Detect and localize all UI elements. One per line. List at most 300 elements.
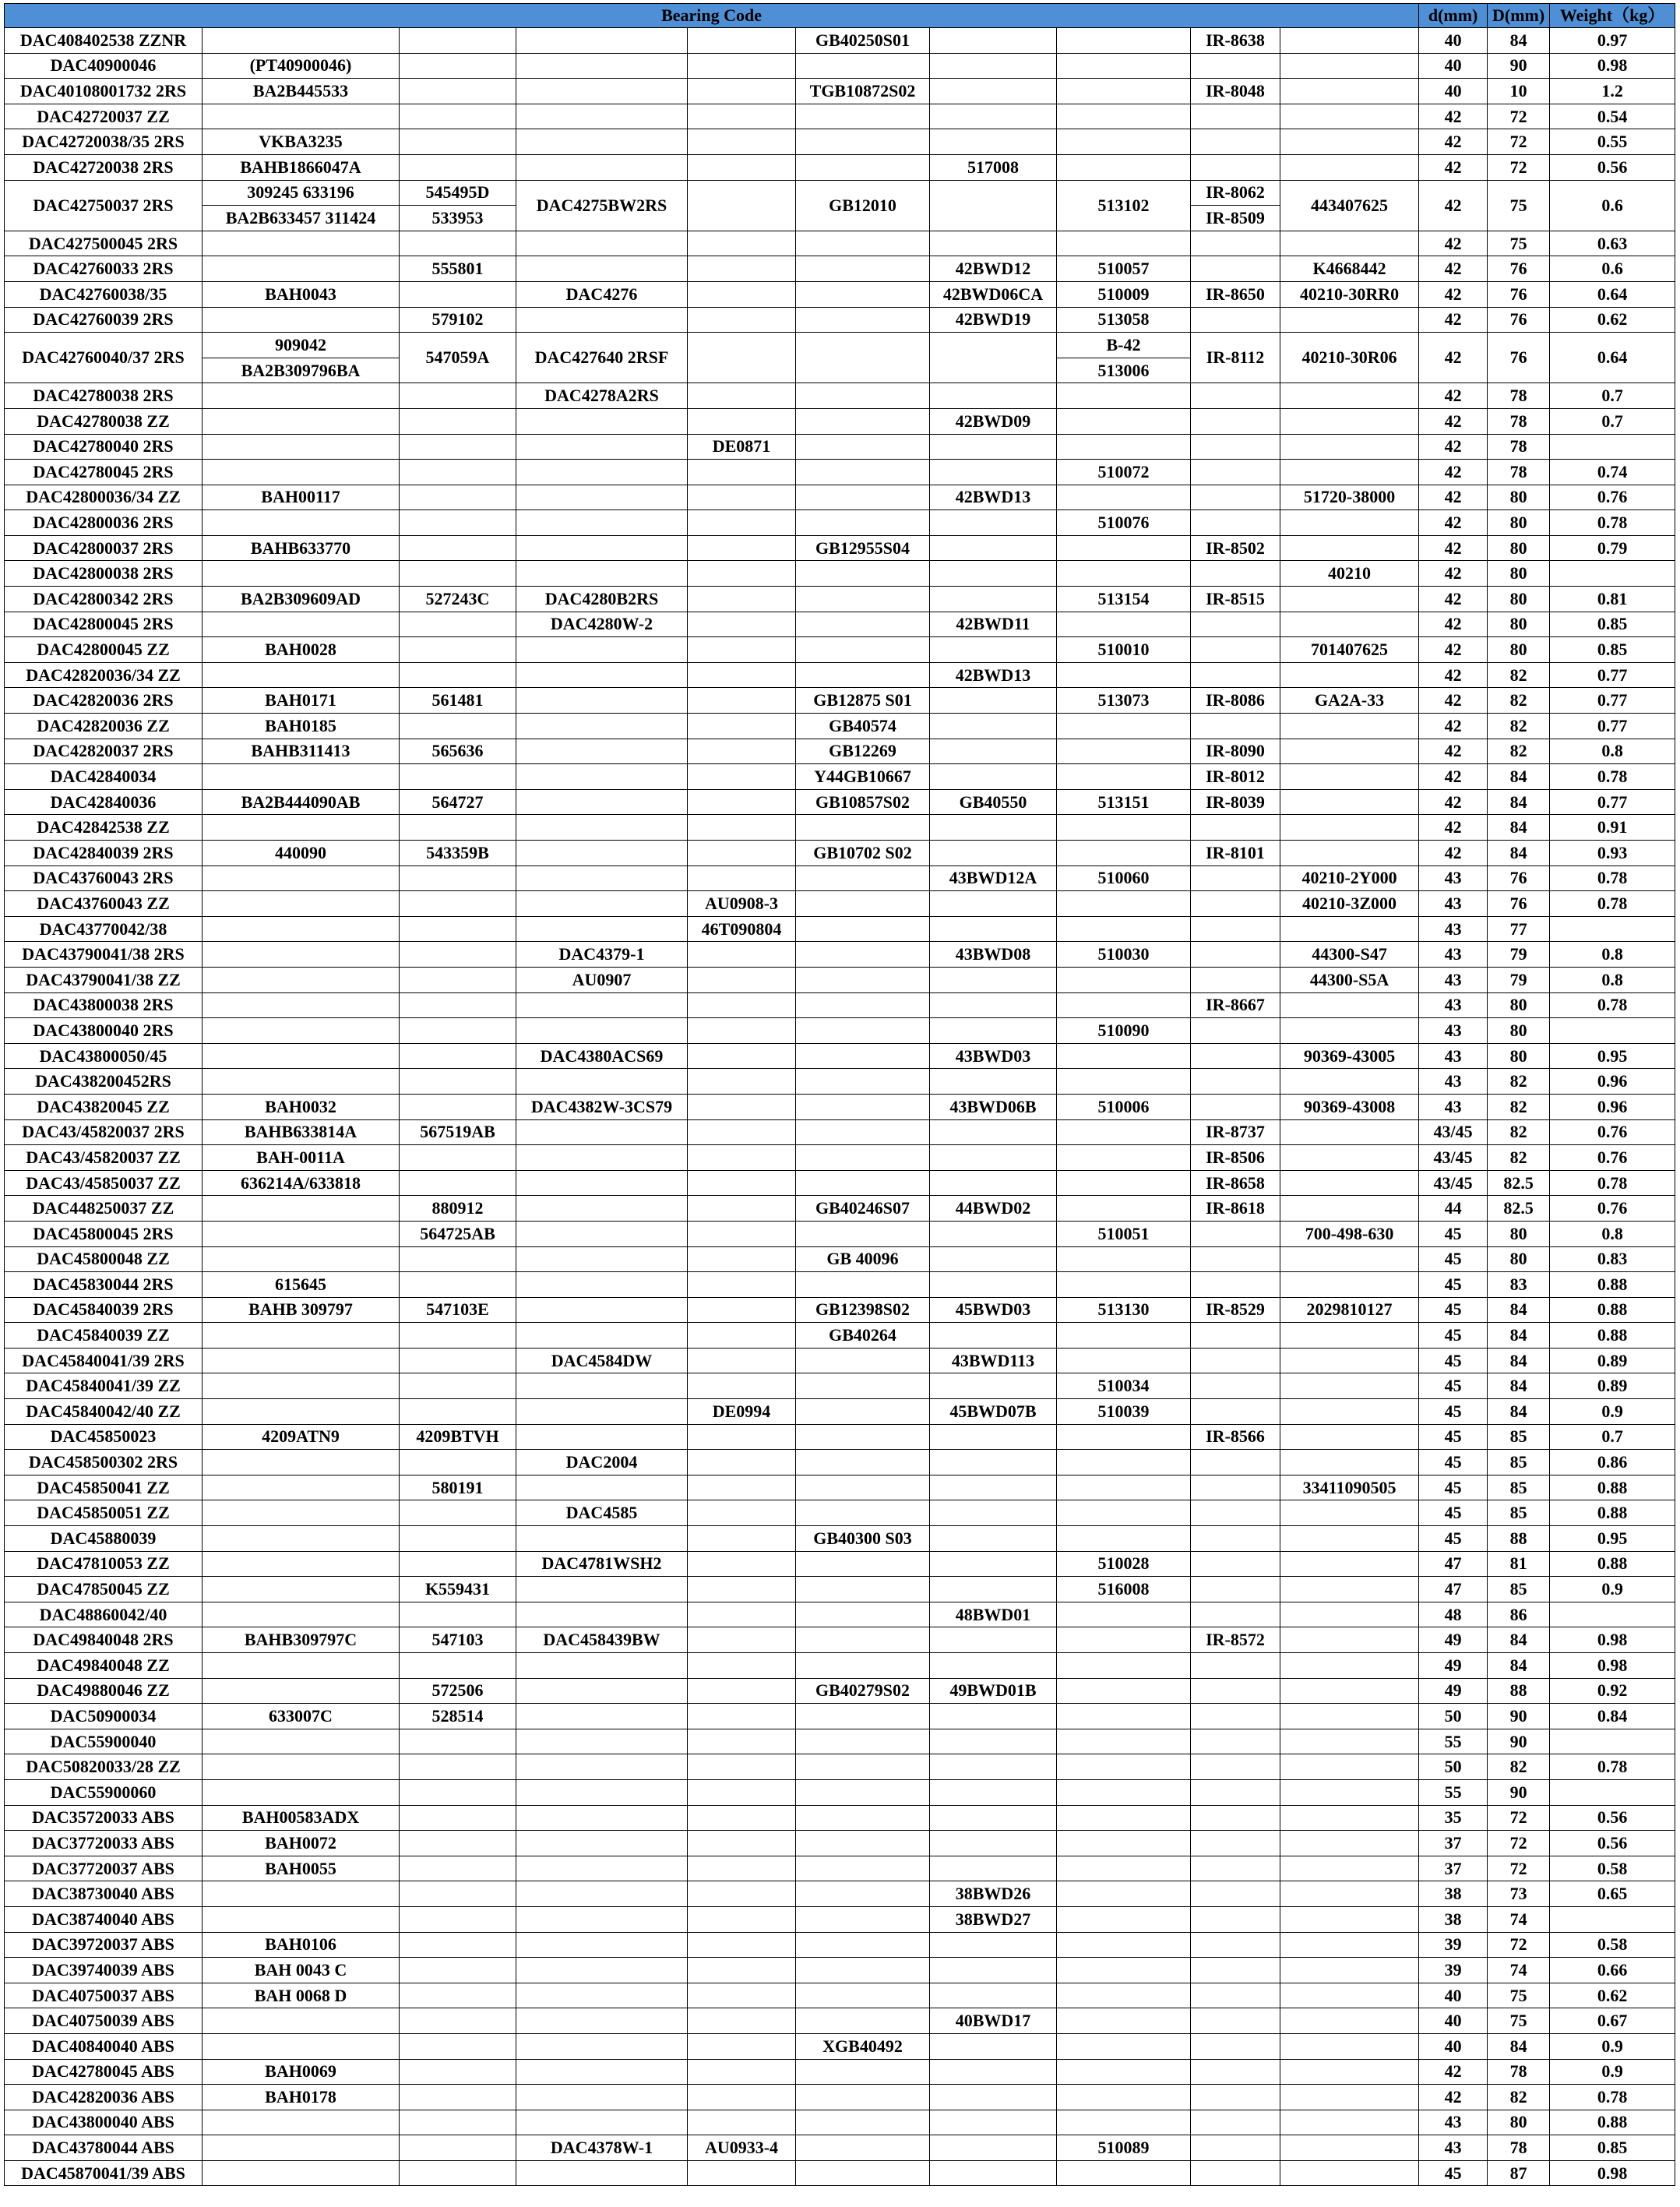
table-cell (400, 535, 516, 561)
table-cell: 80 (1488, 587, 1550, 612)
table-cell: 0.56 (1550, 154, 1675, 180)
table-cell: 48 (1419, 1602, 1488, 1627)
table-cell: 0.76 (1550, 1145, 1675, 1171)
table-cell (930, 535, 1057, 561)
table-cell (688, 2160, 796, 2186)
table-cell: DAC4378W-1 (516, 2135, 688, 2161)
table-cell (1057, 561, 1191, 587)
table-cell: 40 (1419, 79, 1488, 104)
table-cell (1057, 2110, 1191, 2135)
table-cell (516, 2059, 688, 2085)
table-cell (1057, 1196, 1191, 1222)
table-cell (203, 2135, 400, 2161)
table-cell: 79 (1488, 942, 1550, 968)
table-cell (1550, 1729, 1675, 1754)
table-cell (930, 1729, 1057, 1754)
table-cell: BA2B309609AD (203, 587, 400, 612)
table-row (5, 1704, 1675, 1729)
table-cell (516, 1119, 688, 1145)
table-cell (203, 1551, 400, 1577)
table-cell (1280, 231, 1419, 256)
table-cell: 42 (1419, 612, 1488, 637)
table-cell (203, 1018, 400, 1044)
table-cell (688, 1881, 796, 1907)
table-cell (516, 2110, 688, 2135)
table-cell: 80 (1488, 992, 1550, 1018)
table-cell: 78 (1488, 2059, 1550, 2085)
table-cell: 90 (1488, 1704, 1550, 1729)
table-cell: DAC42800037 2RS (5, 535, 203, 561)
table-cell (1191, 1272, 1280, 1298)
table-cell (1280, 2059, 1419, 2085)
table-cell (203, 992, 400, 1018)
table-cell (400, 104, 516, 129)
table-cell: 40210 (1280, 561, 1419, 587)
table-row (5, 281, 1675, 307)
table-cell (1191, 916, 1280, 942)
table-cell (796, 485, 930, 510)
table-cell (1057, 485, 1191, 510)
table-cell (1550, 561, 1675, 587)
table-row (5, 1831, 1675, 1856)
table-cell: 84 (1488, 1348, 1550, 1373)
table-cell: 90 (1488, 1779, 1550, 1805)
table-cell (796, 53, 930, 79)
table-cell (1280, 53, 1419, 79)
table-cell (1280, 104, 1419, 129)
table-cell: 42BWD09 (930, 408, 1057, 434)
table-cell: 0.62 (1550, 1983, 1675, 2008)
table-cell (1057, 1729, 1191, 1754)
table-cell (1280, 714, 1419, 739)
table-cell (930, 561, 1057, 587)
table-row (5, 1856, 1675, 1881)
table-cell: BAH0171 (203, 688, 400, 714)
table-cell (1280, 79, 1419, 104)
table-cell: IR-8529 (1191, 1297, 1280, 1323)
table-cell (1191, 104, 1280, 129)
table-cell: DAC45840039 2RS (5, 1297, 203, 1323)
table-cell (930, 587, 1057, 612)
table-cell (1280, 815, 1419, 841)
table-cell (400, 1958, 516, 1983)
table-cell: DAC45840039 ZZ (5, 1323, 203, 1349)
table-cell (203, 231, 400, 256)
table-cell: 513102 (1057, 180, 1191, 231)
table-cell (1057, 1653, 1191, 1679)
table-row (5, 1729, 1675, 1754)
table-cell: 85 (1488, 1424, 1550, 1450)
table-cell (203, 1373, 400, 1399)
table-row (5, 1551, 1675, 1577)
table-cell: DAC4276 (516, 281, 688, 307)
table-cell: DAC47810053 ZZ (5, 1551, 203, 1577)
table-cell (203, 1043, 400, 1069)
table-cell (688, 1653, 796, 1679)
table-cell (796, 942, 930, 968)
table-cell (203, 1779, 400, 1805)
table-row (5, 2085, 1675, 2110)
table-cell (516, 1881, 688, 1907)
table-cell (1057, 2059, 1191, 2085)
table-cell (1191, 434, 1280, 460)
table-cell (688, 1018, 796, 1044)
table-cell (516, 2160, 688, 2186)
table-cell: DAC50900034 (5, 1704, 203, 1729)
table-cell (400, 154, 516, 180)
table-cell: 45 (1419, 1399, 1488, 1425)
table-cell (1057, 53, 1191, 79)
table-cell: 0.85 (1550, 2135, 1675, 2161)
table-cell (930, 1069, 1057, 1095)
table-cell (400, 891, 516, 917)
table-cell: 84 (1488, 1627, 1550, 1653)
table-cell: DAC42760033 2RS (5, 256, 203, 282)
table-cell (400, 408, 516, 434)
table-cell (516, 408, 688, 434)
table-cell (688, 1221, 796, 1246)
table-cell (796, 1754, 930, 1780)
table-cell (796, 587, 930, 612)
table-cell (796, 2059, 930, 2085)
table-row (5, 1958, 1675, 1983)
table-cell: 0.62 (1550, 307, 1675, 333)
table-cell (1280, 383, 1419, 409)
table-row (5, 383, 1675, 409)
table-cell: 85 (1488, 1577, 1550, 1602)
table-cell: DAC43820045 ZZ (5, 1094, 203, 1119)
table-cell: 513006 (1057, 358, 1191, 383)
header-row (5, 4, 1675, 28)
table-cell (203, 408, 400, 434)
table-cell (1280, 307, 1419, 333)
table-cell: 42 (1419, 662, 1488, 688)
table-cell: 0.66 (1550, 1958, 1675, 1983)
table-cell (1280, 1500, 1419, 1526)
table-cell (1057, 1831, 1191, 1856)
table-cell (688, 688, 796, 714)
table-cell: BAH0106 (203, 1932, 400, 1958)
table-cell: 80 (1488, 2110, 1550, 2135)
table-cell (930, 129, 1057, 155)
table-cell (1057, 28, 1191, 54)
table-cell (796, 1906, 930, 1932)
table-cell: 80 (1488, 561, 1550, 587)
table-cell (930, 2033, 1057, 2059)
table-cell (1057, 1424, 1191, 1450)
table-cell (930, 714, 1057, 739)
table-cell (796, 561, 930, 587)
table-cell (688, 1958, 796, 1983)
table-cell (203, 1399, 400, 1425)
table-cell (1057, 916, 1191, 942)
table-cell (516, 1932, 688, 1958)
table-cell (516, 1475, 688, 1500)
table-cell (400, 2110, 516, 2135)
table-cell (400, 2033, 516, 2059)
table-cell (1280, 2008, 1419, 2034)
table-cell (1550, 916, 1675, 942)
table-cell: 0.86 (1550, 1450, 1675, 1475)
table-cell: BAH0185 (203, 714, 400, 739)
table-cell: GB12010 (796, 180, 930, 231)
table-cell (203, 434, 400, 460)
table-cell (688, 992, 796, 1018)
table-cell (203, 28, 400, 54)
table-cell (1191, 1246, 1280, 1272)
table-cell (1280, 764, 1419, 790)
table-cell (930, 967, 1057, 992)
table-cell (400, 1450, 516, 1475)
table-cell: 0.88 (1550, 1272, 1675, 1298)
table-cell (1057, 764, 1191, 790)
table-cell: 84 (1488, 28, 1550, 54)
table-cell: IR-8048 (1191, 79, 1280, 104)
table-cell (930, 79, 1057, 104)
table-cell (516, 256, 688, 282)
table-cell: 0.64 (1550, 333, 1675, 383)
table-cell (1191, 1831, 1280, 1856)
table-cell (930, 1018, 1057, 1044)
table-cell: DAC49840048 2RS (5, 1627, 203, 1653)
table-cell: 0.91 (1550, 815, 1675, 841)
table-cell (400, 1831, 516, 1856)
table-cell (930, 739, 1057, 764)
table-cell (930, 28, 1057, 54)
table-cell (1280, 460, 1419, 485)
table-cell (1191, 1069, 1280, 1095)
table-cell (1280, 1526, 1419, 1552)
table-cell (688, 1145, 796, 1171)
table-row (5, 1145, 1675, 1171)
table-cell (930, 2135, 1057, 2161)
table-cell (796, 866, 930, 891)
table-cell: 42 (1419, 2085, 1488, 2110)
table-cell (1191, 1323, 1280, 1349)
table-cell: BAH0178 (203, 2085, 400, 2110)
table-cell: DAC40900046 (5, 53, 203, 79)
table-cell (688, 1119, 796, 1145)
table-cell: IR-8566 (1191, 1424, 1280, 1450)
table-cell: 510009 (1057, 281, 1191, 307)
table-row (5, 1678, 1675, 1704)
table-cell (1057, 1069, 1191, 1095)
table-cell: 84 (1488, 841, 1550, 866)
table-cell (400, 1348, 516, 1373)
table-cell (400, 1729, 516, 1754)
table-cell: 42BWD13 (930, 662, 1057, 688)
table-cell: DAC42800038 2RS (5, 561, 203, 587)
table-cell: 0.78 (1550, 1754, 1675, 1780)
table-cell (688, 535, 796, 561)
table-cell: 43 (1419, 2135, 1488, 2161)
table-cell (930, 891, 1057, 917)
table-cell: IR-8737 (1191, 1119, 1280, 1145)
table-cell (516, 1424, 688, 1450)
table-cell (796, 891, 930, 917)
table-cell (203, 1221, 400, 1246)
table-cell: 43BWD113 (930, 1348, 1057, 1373)
table-cell (516, 1246, 688, 1272)
table-row (5, 688, 1675, 714)
table-cell (930, 1754, 1057, 1780)
table-cell (1191, 1704, 1280, 1729)
table-cell: 0.76 (1550, 1196, 1675, 1222)
table-cell: 75 (1488, 231, 1550, 256)
table-cell: DAC427500045 2RS (5, 231, 203, 256)
table-cell (796, 408, 930, 434)
table-cell (796, 1145, 930, 1171)
table-cell (516, 1196, 688, 1222)
table-cell: 545495D (400, 180, 516, 206)
table-cell (796, 612, 930, 637)
table-cell (203, 1196, 400, 1222)
table-cell: BAH0032 (203, 1094, 400, 1119)
table-cell: 43/45 (1419, 1170, 1488, 1196)
table-cell: 42 (1419, 281, 1488, 307)
table-cell: 72 (1488, 154, 1550, 180)
table-cell (688, 1170, 796, 1196)
table-cell: 0.96 (1550, 1069, 1675, 1095)
table-cell (400, 1373, 516, 1399)
table-cell (688, 1475, 796, 1500)
table-cell: 547059A (400, 333, 516, 383)
table-cell: 72 (1488, 1831, 1550, 1856)
table-cell (1280, 1069, 1419, 1095)
table-cell: 42 (1419, 333, 1488, 383)
table-cell (1550, 1602, 1675, 1627)
table-cell (1280, 1754, 1419, 1780)
table-cell: BA2B309796BA (203, 358, 400, 383)
table-cell: 0.78 (1550, 1170, 1675, 1196)
table-cell: DE0994 (688, 1399, 796, 1425)
table-cell: 43 (1419, 967, 1488, 992)
table-cell (1280, 992, 1419, 1018)
table-row (5, 2110, 1675, 2135)
table-cell (516, 1221, 688, 1246)
table-cell: DAC42800045 2RS (5, 612, 203, 637)
table-cell: 0.85 (1550, 637, 1675, 663)
table-cell (516, 2033, 688, 2059)
table-cell (400, 434, 516, 460)
table-cell: GA2A-33 (1280, 688, 1419, 714)
table-cell (1191, 1551, 1280, 1577)
table-cell: 0.89 (1550, 1373, 1675, 1399)
header-bearing-code: Bearing Code (5, 4, 1419, 28)
table-cell: 510030 (1057, 942, 1191, 968)
table-body (5, 28, 1675, 2186)
table-cell (400, 714, 516, 739)
table-cell: 40 (1419, 2008, 1488, 2034)
table-cell (1280, 1145, 1419, 1171)
table-cell: DAC43760043 ZZ (5, 891, 203, 917)
table-cell (203, 1348, 400, 1373)
table-cell (400, 1805, 516, 1831)
table-cell (516, 739, 688, 764)
table-cell: DAC4382W-3CS79 (516, 1094, 688, 1119)
table-cell (688, 1043, 796, 1069)
table-cell (930, 1856, 1057, 1881)
table-cell: GB40279S02 (796, 1678, 930, 1704)
table-cell (1191, 1043, 1280, 1069)
table-cell (400, 1653, 516, 1679)
header-D: D(mm) (1488, 4, 1550, 28)
table-cell (796, 1704, 930, 1729)
table-row (5, 333, 1675, 358)
table-cell (1280, 1983, 1419, 2008)
table-cell: 0.95 (1550, 1526, 1675, 1552)
table-cell (400, 1399, 516, 1425)
table-cell: 0.98 (1550, 2160, 1675, 2186)
table-cell: 82 (1488, 1094, 1550, 1119)
table-row (5, 942, 1675, 968)
table-cell: Y44GB10667 (796, 764, 930, 790)
table-cell: GB12955S04 (796, 535, 930, 561)
table-cell (688, 1602, 796, 1627)
table-cell: DAC45880039 (5, 1526, 203, 1552)
table-cell (400, 53, 516, 79)
table-cell (1191, 714, 1280, 739)
table-cell: DAC42720037 ZZ (5, 104, 203, 129)
table-cell (400, 764, 516, 790)
table-cell (688, 2085, 796, 2110)
table-cell (1057, 154, 1191, 180)
table-cell: BAHB309797C (203, 1627, 400, 1653)
table-cell (516, 891, 688, 917)
table-cell: 564725AB (400, 1221, 516, 1246)
table-cell: 75 (1488, 2008, 1550, 2034)
table-cell (1280, 2160, 1419, 2186)
table-cell: 533953 (400, 206, 516, 231)
table-cell (203, 1653, 400, 1679)
table-cell: DAC45840041/39 2RS (5, 1348, 203, 1373)
table-cell: DAC42720038/35 2RS (5, 129, 203, 155)
table-cell (1057, 1958, 1191, 1983)
table-cell (1057, 1526, 1191, 1552)
table-cell (688, 1246, 796, 1272)
table-cell (400, 1526, 516, 1552)
table-cell (1191, 460, 1280, 485)
table-cell (796, 1932, 930, 1958)
table-cell (796, 307, 930, 333)
table-cell: BA2B633457 311424 (203, 206, 400, 231)
table-cell (516, 688, 688, 714)
table-cell (688, 180, 796, 231)
table-cell (516, 53, 688, 79)
table-cell (930, 1932, 1057, 1958)
table-cell: 84 (1488, 815, 1550, 841)
table-cell (1057, 1805, 1191, 1831)
table-cell (1280, 1450, 1419, 1475)
table-cell (930, 1500, 1057, 1526)
table-row (5, 104, 1675, 129)
table-cell: 580191 (400, 1475, 516, 1500)
table-cell: DAC42750037 2RS (5, 180, 203, 231)
table-cell: 700-498-630 (1280, 1221, 1419, 1246)
table-cell (516, 916, 688, 942)
table-cell: GB40574 (796, 714, 930, 739)
table-row (5, 1627, 1675, 1653)
table-cell: 76 (1488, 866, 1550, 891)
table-cell: 42 (1419, 104, 1488, 129)
table-cell: 84 (1488, 1373, 1550, 1399)
table-cell: 0.9 (1550, 1577, 1675, 1602)
table-cell (1191, 815, 1280, 841)
table-cell: 90 (1488, 1729, 1550, 1754)
table-cell (688, 510, 796, 536)
table-cell: DAC4278A2RS (516, 383, 688, 409)
table-cell: 42BWD11 (930, 612, 1057, 637)
